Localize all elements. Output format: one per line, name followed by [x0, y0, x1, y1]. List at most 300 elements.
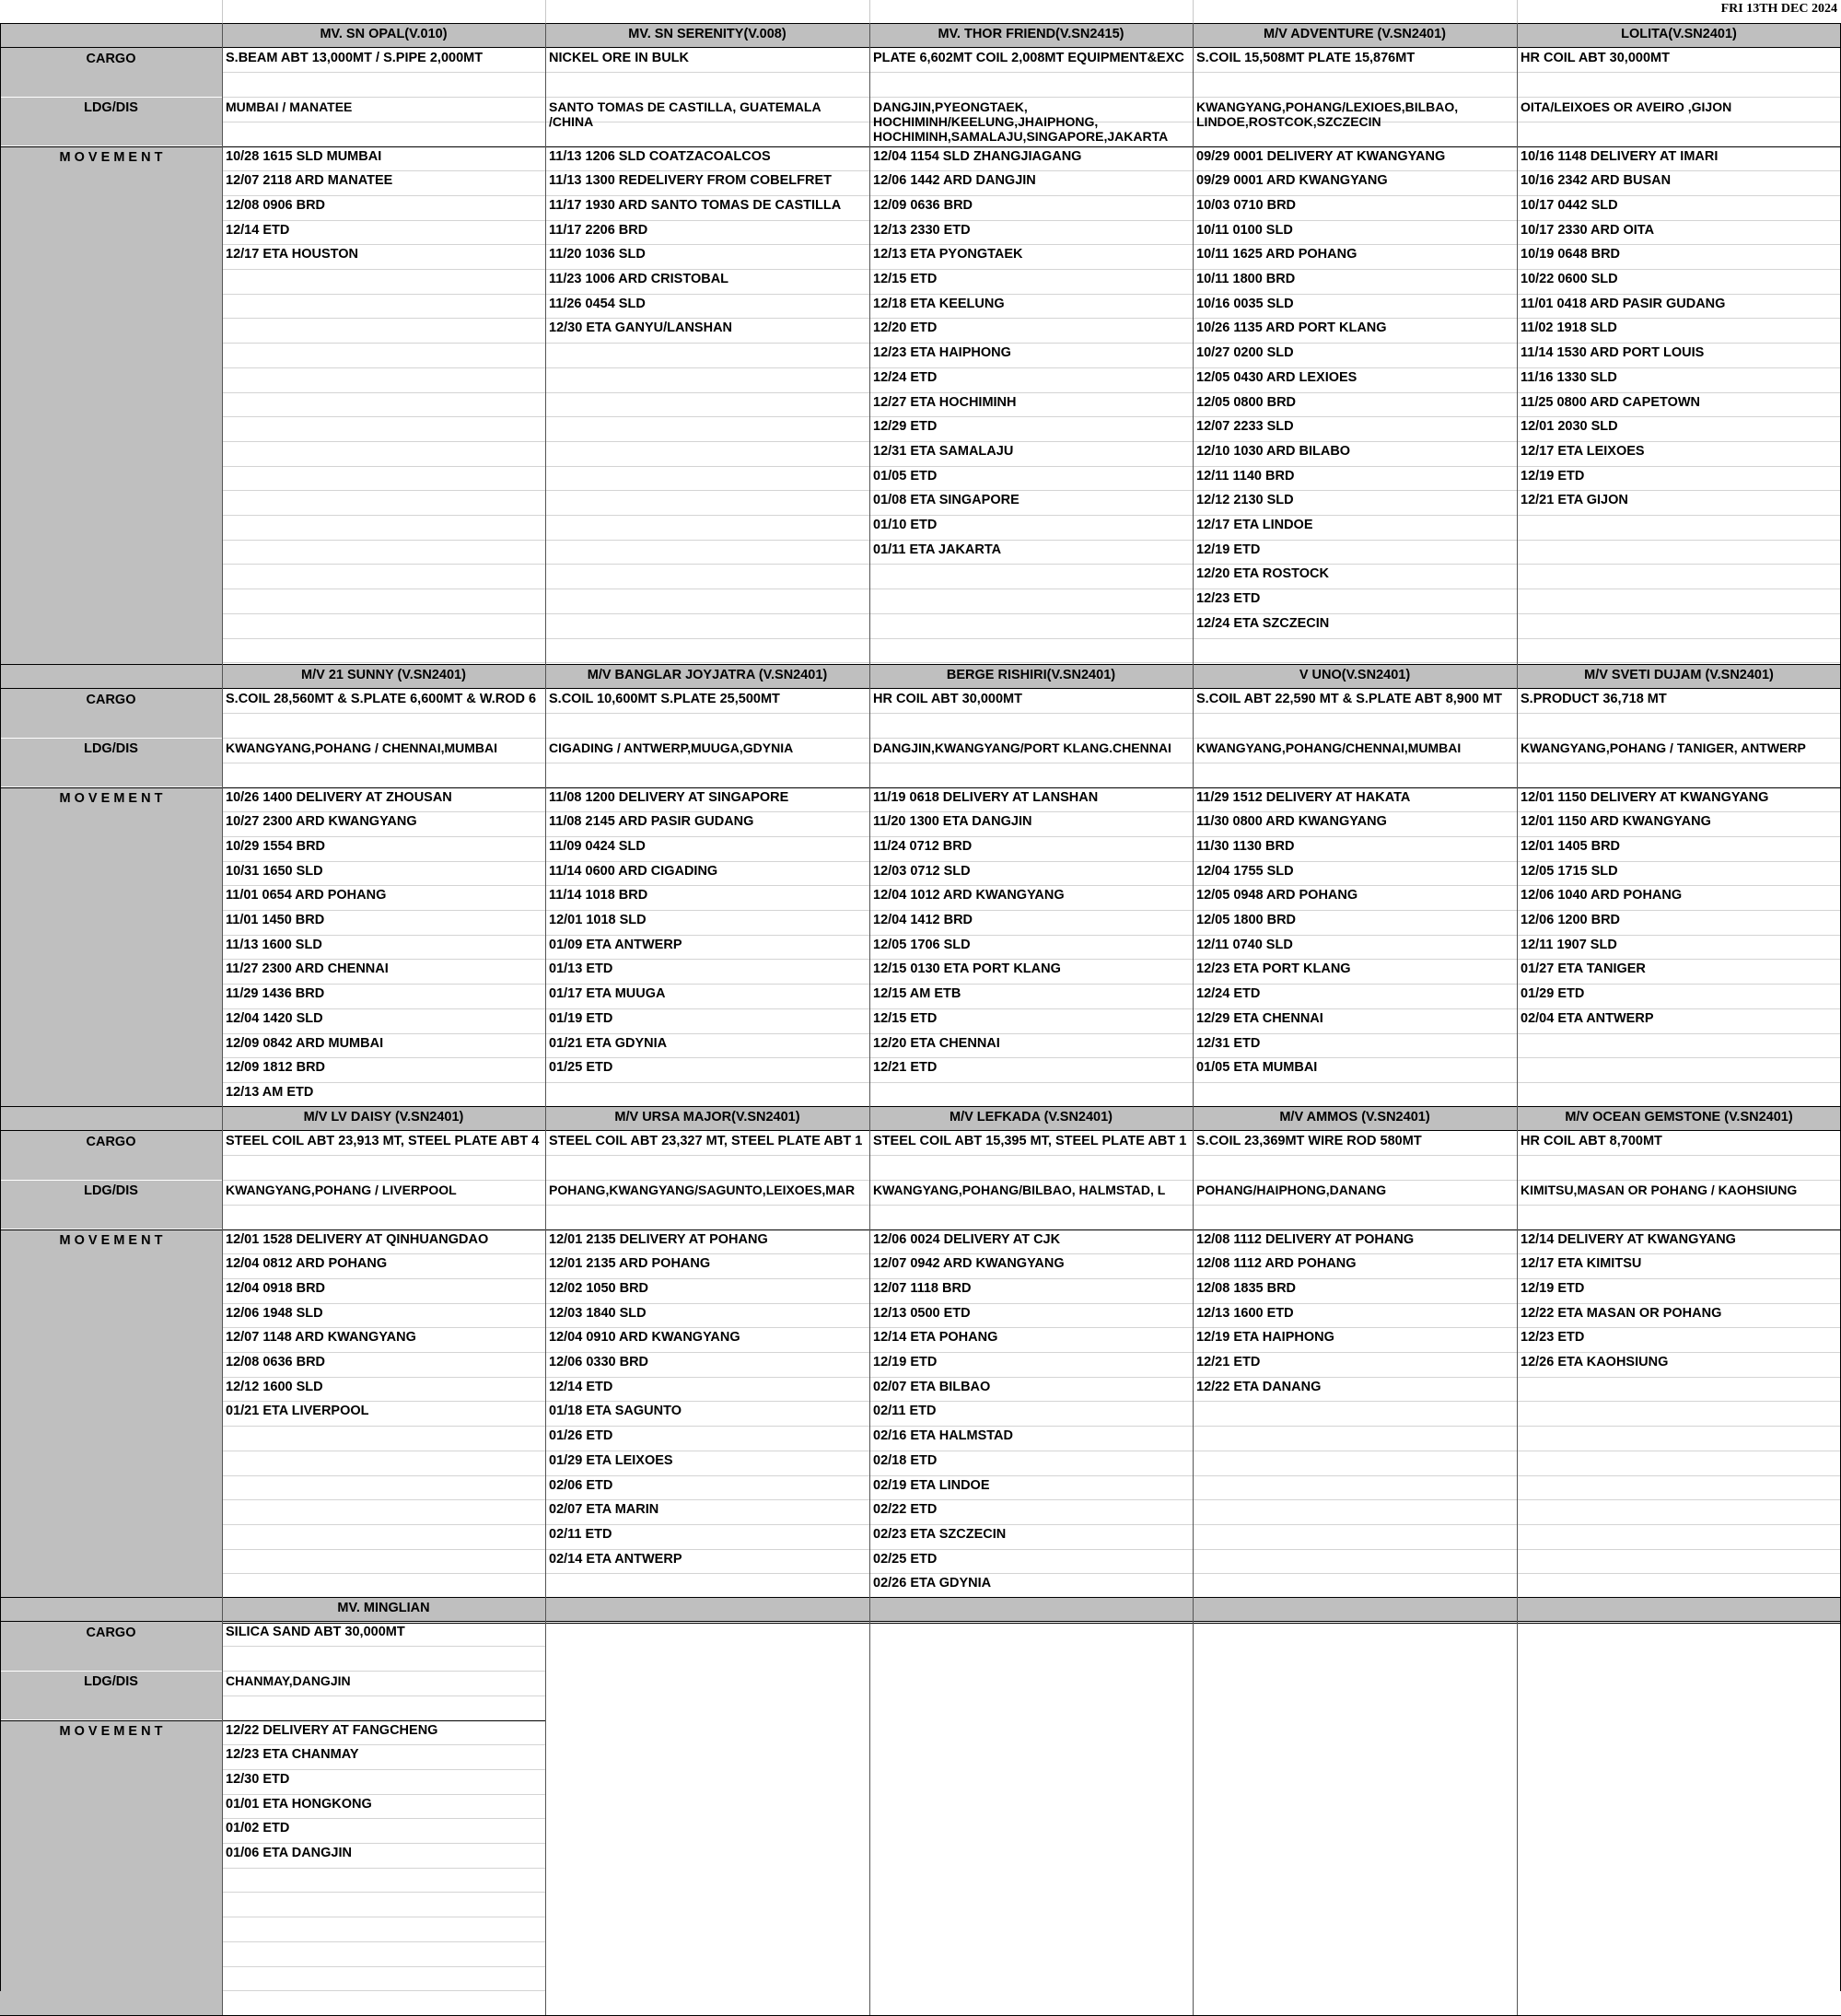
label-separator	[0, 1180, 222, 1181]
movement-entry: 10/26 1400 DELIVERY AT ZHOUSAN	[226, 789, 452, 805]
row-gridline	[222, 1499, 545, 1500]
row-gridline	[545, 1082, 869, 1083]
vessel-name-header: MV. SN SERENITY(V.008)	[545, 23, 869, 48]
row-gridline	[222, 343, 545, 344]
movement-entry: 12/07 2233 SLD	[1196, 419, 1294, 435]
movement-entry: 02/19 ETA LINDOE	[873, 1477, 990, 1493]
movement-entry: 12/14 ETD	[226, 222, 290, 238]
movement-entry: 01/11 ETA JAKARTA	[873, 542, 1002, 557]
cargo-value: S.PRODUCT 36,718 MT	[1521, 691, 1667, 706]
movement-entry: 01/17 ETA MUUGA	[549, 986, 666, 1002]
ldg-dis-value: KWANGYANG,POHANG/CHENNAI,MUMBAI	[1196, 740, 1462, 756]
row-gridline	[222, 441, 545, 442]
row-gridline	[1193, 713, 1517, 714]
movement-entry: 12/05 0430 ARD LEXIOES	[1196, 369, 1357, 385]
row-gridline	[1517, 1573, 1841, 1574]
ldg-dis-value: POHANG,KWANGYANG/SAGUNTO,LEIXOES,MAR	[549, 1183, 856, 1198]
cargo-value: HR COIL ABT 30,000MT	[873, 691, 1022, 706]
row-gridline	[545, 416, 869, 417]
movement-entry: 12/09 0842 ARD MUMBAI	[226, 1035, 384, 1051]
ldg-dis-value: DANGJIN,KWANGYANG/PORT KLANG.CHENNAI	[873, 740, 1171, 756]
movement-entry: 09/29 0001 ARD KWANGYANG	[1196, 173, 1388, 189]
movement-entry: 12/15 ETD	[873, 1010, 938, 1026]
vessel-name-header: M/V URSA MAJOR(V.SN2401)	[545, 1106, 869, 1131]
vessel-name-header: M/V LEFKADA (V.SN2401)	[869, 1106, 1193, 1131]
movement-entry: 12/12 1600 SLD	[226, 1379, 323, 1394]
movement-entry: 12/12 2130 SLD	[1196, 493, 1294, 508]
cargo-value: HR COIL ABT 30,000MT	[1521, 50, 1670, 65]
vessel-name-header: BERGE RISHIRI(V.SN2401)	[869, 664, 1193, 689]
movement-entry: 12/17 ETA KIMITSU	[1521, 1256, 1642, 1272]
movement-entry: 11/13 1206 SLD COATZACOALCOS	[549, 148, 771, 164]
row-gridline	[222, 564, 545, 565]
row-gridline	[1193, 72, 1517, 73]
movement-entry: 10/11 1625 ARD POHANG	[1196, 247, 1357, 262]
movement-entry: 12/19 ETD	[1196, 542, 1261, 557]
movement-entry: 12/21 ETA GIJON	[1521, 493, 1628, 508]
vessel-name-header: V UNO(V.SN2401)	[1193, 664, 1517, 689]
ldg-dis-label: LDG/DIS	[0, 97, 222, 146]
label-separator	[0, 146, 222, 147]
cargo-value: HR COIL ABT 8,700MT	[1521, 1133, 1662, 1148]
movement-entry: 12/23 ETA HAIPHONG	[873, 345, 1011, 361]
movement-entry: 12/09 1812 BRD	[226, 1060, 326, 1076]
movement-entry: 11/29 1436 BRD	[226, 986, 325, 1002]
vessel-name-header: M/V 21 SUNNY (V.SN2401)	[222, 664, 545, 689]
row-gridline	[545, 441, 869, 442]
movement-entry: 12/02 1050 BRD	[549, 1280, 649, 1296]
movement-entry: 12/11 1140 BRD	[1196, 468, 1295, 484]
row-gridline	[222, 638, 545, 639]
movement-entry: 02/23 ETA SZCZECIN	[873, 1526, 1007, 1542]
movement-entry: 11/19 0618 DELIVERY AT LANSHAN	[873, 789, 1099, 805]
row-gridline	[545, 490, 869, 491]
cargo-value: S.BEAM ABT 13,000MT / S.PIPE 2,000MT	[226, 50, 484, 65]
ldg-dis-value: POHANG/HAIPHONG,DANANG	[1196, 1183, 1387, 1198]
ldg-dis-value: DANGJIN,PYEONGTAEK, HOCHIMINH/KEELUNG,JHAIPHONG, HOCHIMINH,SAMALAJU,SINGAPORE,JAKARTA	[873, 99, 1169, 145]
row-gridline	[222, 269, 545, 270]
row-gridline	[1517, 1475, 1841, 1476]
movement-entry: 10/31 1650 SLD	[226, 863, 323, 879]
column-divider	[222, 23, 223, 687]
row-gridline	[1193, 1155, 1517, 1156]
cargo-value: NICKEL ORE IN BULK	[549, 50, 689, 65]
column-divider	[545, 664, 546, 1107]
movement-entry: 01/05 ETD	[873, 468, 938, 484]
vessel-name-header: MV. MINGLIAN	[222, 1597, 545, 1622]
movement-entry: 01/25 ETD	[549, 1060, 613, 1076]
cargo-label: CARGO	[0, 48, 222, 97]
row-gridline	[222, 1941, 545, 1942]
row-gridline	[545, 392, 869, 393]
ldg-dis-value	[1193, 1671, 1517, 1719]
row-gridline	[222, 392, 545, 393]
column-divider	[1193, 1106, 1194, 1623]
ldg-dis-value: SANTO TOMAS DE CASTILLA, GUATEMALA /CHINA	[549, 99, 821, 130]
movement-entry: 11/01 0418 ARD PASIR GUDANG	[1521, 296, 1726, 311]
column-divider	[222, 1106, 223, 1623]
movement-entry: 10/29 1554 BRD	[226, 838, 326, 854]
cargo-value	[545, 1622, 869, 1647]
movement-entry: 02/22 ETD	[873, 1502, 938, 1518]
ldg-dis-label: LDG/DIS	[0, 738, 222, 787]
movement-entry: 01/13 ETD	[549, 961, 613, 977]
movement-entry: 11/29 1512 DELIVERY AT HAKATA	[1196, 789, 1411, 805]
movement-entry: 02/14 ETA ANTWERP	[549, 1551, 682, 1567]
movement-entry: 12/07 2118 ARD MANATEE	[226, 173, 393, 189]
movement-entry: 12/22 ETA DANANG	[1196, 1379, 1322, 1394]
row-gridline	[222, 1549, 545, 1550]
movement-entry: 11/25 0800 ARD CAPETOWN	[1521, 394, 1701, 410]
ldg-dis-value: KWANGYANG,POHANG / LIVERPOOL	[226, 1183, 457, 1198]
row-gridline	[1193, 1573, 1517, 1574]
movement-entry: 12/03 0712 SLD	[873, 863, 971, 879]
movement-entry: 11/20 1300 ETA DANGJIN	[873, 814, 1032, 830]
row-gridline	[545, 713, 869, 714]
movement-entry: 12/14 DELIVERY AT KWANGYANG	[1521, 1231, 1736, 1247]
movement-entry: 12/18 ETA KEELUNG	[873, 296, 1005, 311]
movement-entry: 11/14 1530 ARD PORT LOUIS	[1521, 345, 1705, 361]
row-gridline	[222, 1966, 545, 1967]
movement-entry: 10/17 2330 ARD OITA	[1521, 222, 1655, 238]
ldg-dis-value: CHANMAY,DANGJIN	[226, 1673, 351, 1689]
movement-entry: 11/02 1918 SLD	[1521, 320, 1617, 336]
row-gridline	[222, 1892, 545, 1893]
vessel-name-header: M/V SVETI DUJAM (V.SN2401)	[1517, 664, 1841, 689]
movement-entry: 12/20 ETA ROSTOCK	[1196, 566, 1329, 582]
movement-entry: 02/11 ETD	[549, 1526, 612, 1542]
movement-entry: 12/08 0636 BRD	[226, 1355, 326, 1369]
group-header-label-cell	[0, 1597, 222, 1622]
movement-entry: 02/11 ETD	[873, 1404, 937, 1419]
movement-entry: 11/23 1006 ARD CRISTOBAL	[549, 272, 729, 286]
column-divider	[1517, 1106, 1518, 1623]
row-gridline	[222, 490, 545, 491]
movement-entry: 12/19 ETA HAIPHONG	[1196, 1330, 1334, 1346]
column-divider	[222, 1597, 223, 2015]
movement-entry: 12/30 ETD	[226, 1771, 290, 1787]
row-gridline	[1517, 1401, 1841, 1402]
row-gridline	[1517, 72, 1841, 73]
movement-label: M O V E M E N T	[0, 1720, 222, 2015]
row-gridline	[545, 1573, 869, 1574]
row-gridline	[869, 588, 1193, 589]
movement-entry: 12/14 ETA POHANG	[873, 1330, 998, 1346]
movement-entry: 11/01 0654 ARD POHANG	[226, 888, 387, 903]
row-gridline	[545, 72, 869, 73]
ldg-dis-value: KWANGYANG,POHANG / TANIGER, ANTWERP	[1521, 740, 1806, 756]
movement-entry: 10/22 0600 SLD	[1521, 272, 1618, 286]
movement-label: M O V E M E N T	[0, 787, 222, 1107]
cargo-value: STEEL COIL ABT 23,327 MT, STEEL PLATE ABT 1	[549, 1133, 863, 1148]
movement-entry: 12/22 DELIVERY AT FANGCHENG	[226, 1722, 438, 1738]
movement-entry: 01/05 ETA MUMBAI	[1196, 1060, 1318, 1076]
movement-entry: 12/13 AM ETD	[226, 1084, 314, 1100]
column-divider	[222, 0, 223, 23]
row-gridline	[222, 1475, 545, 1476]
movement-entry: 01/02 ETD	[226, 1821, 290, 1836]
movement-entry: 01/29 ETD	[1521, 986, 1585, 1002]
movement-entry: 01/18 ETA SAGUNTO	[549, 1404, 682, 1419]
column-divider	[545, 0, 546, 23]
row-gridline	[1193, 1401, 1517, 1402]
movement-entry: 12/27 ETA HOCHIMINH	[873, 394, 1017, 410]
movement-entry: 09/29 0001 DELIVERY AT KWANGYANG	[1196, 148, 1446, 164]
movement-entry: 12/24 ETD	[873, 369, 938, 385]
movement-entry: 12/24 ETA SZCZECIN	[1196, 615, 1330, 631]
cargo-label: CARGO	[0, 689, 222, 738]
ldg-dis-value	[1517, 1671, 1841, 1719]
movement-entry: 12/06 1200 BRD	[1521, 913, 1621, 927]
movement-entry: 11/13 1600 SLD	[226, 937, 322, 952]
column-divider	[1193, 1597, 1194, 2015]
movement-entry: 12/29 ETA CHENNAI	[1196, 1010, 1323, 1026]
cargo-value	[1517, 1622, 1841, 1647]
row-gridline	[545, 638, 869, 639]
row-gridline	[1193, 1549, 1517, 1550]
movement-entry: 12/01 2135 ARD POHANG	[549, 1256, 711, 1272]
ldg-dis-value: OITA/LEIXOES OR AVEIRO ,GIJON	[1521, 99, 1732, 115]
cargo-value: SILICA SAND ABT 30,000MT	[226, 1624, 405, 1639]
column-divider	[1193, 23, 1194, 687]
column-divider	[1517, 0, 1518, 23]
row-gridline	[545, 515, 869, 516]
row-gridline	[545, 466, 869, 467]
movement-entry: 11/20 1036 SLD	[549, 247, 646, 262]
row-gridline	[1517, 564, 1841, 565]
movement-entry: 12/04 1154 SLD ZHANGJIAGANG	[873, 148, 1082, 164]
vessel-name-header	[1517, 1597, 1841, 1622]
cargo-label: CARGO	[0, 1131, 222, 1180]
cargo-value: S.COIL 15,508MT PLATE 15,876MT	[1196, 50, 1416, 65]
movement-entry: 11/17 2206 BRD	[549, 222, 648, 238]
movement-entry: 02/26 ETA GDYNIA	[873, 1576, 992, 1591]
movement-entry: 12/19 ETD	[873, 1355, 938, 1369]
movement-entry: 12/19 ETD	[1521, 1280, 1585, 1296]
column-divider	[869, 1597, 870, 2015]
movement-entry: 12/10 1030 ARD BILABO	[1196, 443, 1351, 459]
label-separator	[0, 738, 222, 739]
movement-entry: 12/11 0740 SLD	[1196, 937, 1293, 952]
row-gridline	[1517, 588, 1841, 589]
row-gridline	[222, 318, 545, 319]
ldg-dis-value	[869, 1671, 1193, 1719]
cargo-value: PLATE 6,602MT COIL 2,008MT EQUIPMENT&EXC	[873, 50, 1184, 65]
movement-entry: 12/04 0910 ARD KWANGYANG	[549, 1330, 740, 1346]
movement-entry: 12/21 ETD	[1196, 1355, 1261, 1369]
movement-entry: 01/26 ETD	[549, 1428, 613, 1444]
column-divider	[1517, 1597, 1518, 2015]
label-separator	[0, 1671, 222, 1672]
vessel-name-header: M/V OCEAN GEMSTONE (V.SN2401)	[1517, 1106, 1841, 1131]
group-header-label-cell	[0, 664, 222, 689]
movement-entry: 12/20 ETA CHENNAI	[873, 1035, 1000, 1051]
ldg-dis-value: KWANGYANG,POHANG/BILBAO, HALMSTAD, L	[873, 1183, 1166, 1198]
movement-entry: 10/26 1135 ARD PORT KLANG	[1196, 320, 1387, 336]
movement-entry: 12/06 1040 ARD POHANG	[1521, 888, 1683, 903]
column-divider	[545, 1106, 546, 1623]
column-divider	[869, 23, 870, 687]
row-gridline	[1193, 1426, 1517, 1427]
movement-entry: 01/21 ETA GDYNIA	[549, 1035, 668, 1051]
movement-entry: 12/15 ETD	[873, 272, 938, 286]
column-divider	[545, 1597, 546, 2015]
cargo-value: S.COIL ABT 22,590 MT & S.PLATE ABT 8,900 MT	[1196, 691, 1502, 706]
movement-entry: 01/06 ETA DANGJIN	[226, 1846, 352, 1860]
movement-entry: 12/06 0330 BRD	[549, 1355, 649, 1369]
sheet-left-border	[0, 23, 1, 1991]
ldg-dis-value: MUMBAI / MANATEE	[226, 99, 353, 115]
vessel-name-header: M/V AMMOS (V.SN2401)	[1193, 1106, 1517, 1131]
column-divider	[869, 664, 870, 1107]
movement-entry: 12/13 0500 ETD	[873, 1305, 971, 1321]
movement-entry: 12/22 ETA MASAN OR POHANG	[1521, 1305, 1722, 1321]
row-gridline	[1517, 515, 1841, 516]
movement-entry: 12/15 0130 ETA PORT KLANG	[873, 961, 1061, 977]
movement-entry: 12/01 2135 DELIVERY AT POHANG	[549, 1231, 768, 1247]
row-gridline	[869, 564, 1193, 565]
movement-entry: 10/03 0710 BRD	[1196, 197, 1297, 213]
movement-entry: 12/23 ETD	[1521, 1330, 1585, 1346]
group-header-label-cell	[0, 1106, 222, 1131]
column-divider	[869, 0, 870, 23]
movement-entry: 02/04 ETA ANTWERP	[1521, 1010, 1654, 1026]
row-gridline	[869, 713, 1193, 714]
movement-entry: 12/06 0024 DELIVERY AT CJK	[873, 1231, 1061, 1247]
movement-entry: 12/01 1018 SLD	[549, 913, 647, 927]
movement-entry: 12/31 ETA SAMALAJU	[873, 443, 1014, 459]
movement-entry: 12/06 1948 SLD	[226, 1305, 323, 1321]
movement-entry: 12/20 ETD	[873, 320, 938, 336]
movement-entry: 11/14 1018 BRD	[549, 888, 648, 903]
column-divider	[545, 23, 546, 687]
row-gridline	[1517, 1033, 1841, 1034]
movement-entry: 10/27 0200 SLD	[1196, 345, 1294, 361]
row-gridline	[1517, 1426, 1841, 1427]
ldg-dis-value: KWANGYANG,POHANG / CHENNAI,MUMBAI	[226, 740, 498, 756]
movement-label: M O V E M E N T	[0, 1229, 222, 1623]
label-separator	[0, 97, 222, 98]
row-gridline	[1517, 638, 1841, 639]
cargo-value: S.COIL 10,600MT S.PLATE 25,500MT	[549, 691, 780, 706]
row-gridline	[222, 588, 545, 589]
row-gridline	[1517, 713, 1841, 714]
movement-entry: 02/06 ETD	[549, 1477, 613, 1493]
row-gridline	[222, 515, 545, 516]
movement-entry: 02/18 ETD	[873, 1452, 938, 1468]
column-divider	[869, 1106, 870, 1623]
movement-entry: 11/24 0712 BRD	[873, 838, 973, 854]
movement-entry: 11/27 2300 ARD CHENNAI	[226, 961, 389, 977]
movement-entry: 12/07 0942 ARD KWANGYANG	[873, 1256, 1065, 1272]
movement-entry: 12/08 1835 BRD	[1196, 1280, 1297, 1296]
movement-entry: 12/08 1112 ARD POHANG	[1196, 1256, 1357, 1272]
cargo-value: STEEL COIL ABT 23,913 MT, STEEL PLATE ABT 4	[226, 1133, 540, 1148]
movement-entry: 01/19 ETD	[549, 1010, 613, 1026]
cargo-value: S.COIL 23,369MT WIRE ROD 580MT	[1196, 1133, 1422, 1148]
movement-entry: 12/14 ETD	[549, 1379, 613, 1394]
movement-entry: 11/16 1330 SLD	[1521, 369, 1617, 385]
movement-entry: 12/04 1412 BRD	[873, 913, 973, 927]
movement-entry: 12/17 ETA LINDOE	[1196, 518, 1313, 532]
row-gridline	[869, 638, 1193, 639]
movement-entry: 12/23 ETA PORT KLANG	[1196, 961, 1351, 977]
movement-entry: 01/29 ETA LEIXOES	[549, 1452, 673, 1468]
movement-entry: 12/26 ETA KAOHSIUNG	[1521, 1355, 1669, 1369]
row-gridline	[869, 1082, 1193, 1083]
movement-entry: 11/01 1450 BRD	[226, 913, 325, 927]
movement-entry: 02/07 ETA MARIN	[549, 1502, 659, 1518]
row-gridline	[869, 1155, 1193, 1156]
column-divider	[1517, 664, 1518, 1107]
movement-entry: 12/13 ETA PYONGTAEK	[873, 247, 1023, 262]
row-gridline	[869, 613, 1193, 614]
movement-entry: 11/30 0800 ARD KWANGYANG	[1196, 814, 1387, 830]
movement-entry: 10/16 1148 DELIVERY AT IMARI	[1521, 148, 1719, 164]
ldg-dis-label: LDG/DIS	[0, 1671, 222, 1719]
row-gridline	[222, 466, 545, 467]
movement-entry: 10/11 1800 BRD	[1196, 272, 1296, 286]
report-date: FRI 13TH DEC 2024	[1720, 2, 1837, 16]
movement-entry: 10/27 2300 ARD KWANGYANG	[226, 814, 417, 830]
movement-entry: 10/19 0648 BRD	[1521, 247, 1621, 262]
movement-label: M O V E M E N T	[0, 146, 222, 687]
row-gridline	[869, 72, 1193, 73]
row-gridline	[1193, 1475, 1517, 1476]
movement-entry: 12/24 ETD	[1196, 986, 1261, 1002]
movement-entry: 12/01 1150 ARD KWANGYANG	[1521, 814, 1711, 830]
row-gridline	[222, 1524, 545, 1525]
movement-entry: 12/17 ETA LEIXOES	[1521, 443, 1645, 459]
movement-entry: 11/13 1300 REDELIVERY FROM COBELFRET	[549, 173, 833, 189]
movement-entry: 12/17 ETA HOUSTON	[226, 247, 358, 262]
row-gridline	[1517, 613, 1841, 614]
movement-entry: 12/31 ETD	[1196, 1035, 1261, 1051]
movement-entry: 12/29 ETD	[873, 419, 938, 435]
movement-entry: 10/28 1615 SLD MUMBAI	[226, 148, 382, 164]
movement-entry: 01/01 ETA HONGKONG	[226, 1796, 372, 1812]
movement-entry: 12/05 0800 BRD	[1196, 394, 1297, 410]
movement-entry: 02/07 ETA BILBAO	[873, 1379, 991, 1394]
cargo-value: S.COIL 28,560MT & S.PLATE 6,600MT & W.ROD 6	[226, 691, 537, 706]
movement-entry: 12/09 0636 BRD	[873, 197, 973, 213]
column-divider	[1193, 0, 1194, 23]
movement-entry: 12/05 0948 ARD POHANG	[1196, 888, 1358, 903]
row-gridline	[1517, 1057, 1841, 1058]
row-gridline	[222, 1426, 545, 1427]
movement-entry: 10/16 0035 SLD	[1196, 296, 1294, 311]
movement-entry: 12/04 1420 SLD	[226, 1010, 323, 1026]
vessel-name-header: M/V BANGLAR JOYJATRA (V.SN2401)	[545, 664, 869, 689]
movement-entry: 01/27 ETA TANIGER	[1521, 961, 1646, 977]
movement-entry: 12/05 1706 SLD	[873, 937, 971, 952]
movement-entry: 02/16 ETA HALMSTAD	[873, 1428, 1014, 1444]
movement-entry: 12/13 2330 ETD	[873, 222, 971, 238]
movement-entry: 12/01 1405 BRD	[1521, 838, 1621, 854]
row-gridline	[1517, 1549, 1841, 1550]
row-gridline	[545, 367, 869, 368]
row-gridline	[222, 1868, 545, 1869]
row-gridline	[222, 416, 545, 417]
ldg-dis-value: CIGADING / ANTWERP,MUUGA,GDYNIA	[549, 740, 794, 756]
label-separator	[0, 787, 222, 788]
vessel-name-header	[1193, 1597, 1517, 1622]
movement-entry: 12/01 2030 SLD	[1521, 419, 1618, 435]
row-gridline	[222, 1646, 545, 1647]
row-gridline	[1517, 540, 1841, 541]
movement-entry: 12/04 0812 ARD POHANG	[226, 1256, 388, 1272]
row-gridline	[1193, 1524, 1517, 1525]
